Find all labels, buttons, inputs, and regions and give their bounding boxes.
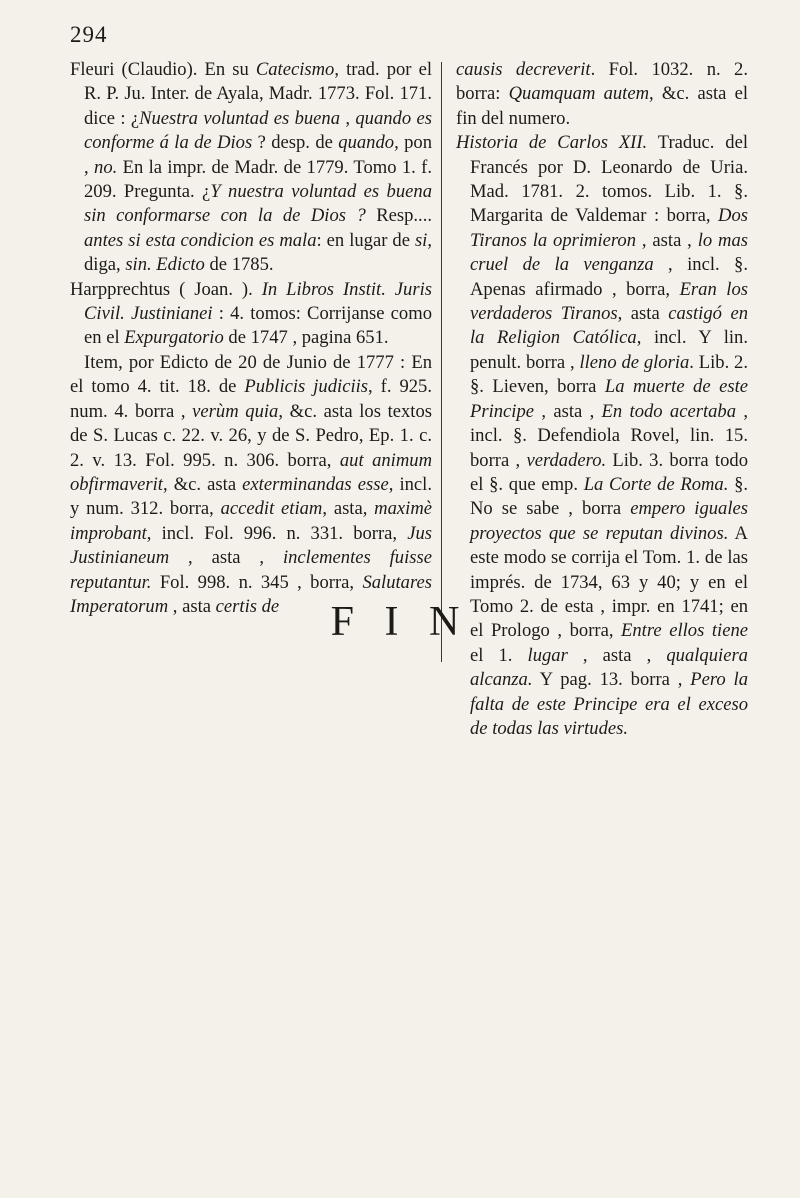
italic-text: causis decreverit bbox=[456, 59, 591, 80]
italic-text: lleno de gloria bbox=[579, 351, 690, 373]
text-run: Fleuri (Claudio). En su bbox=[70, 59, 256, 80]
italic-text: Pero la falta de este Principe era el exceso de todas las virtudes. bbox=[470, 669, 748, 739]
italic-text: aut animum obfirmaverit bbox=[70, 449, 432, 495]
italic-text: Quamquam autem bbox=[508, 83, 650, 105]
text-run: Traduc. del Francés por D. Leonardo de Uria. Mad. 1781. 2. tomos. Lib. 1. §. Margarita de Valdemar : borra, bbox=[470, 132, 749, 227]
text-run: Item, por Edicto de 20 de Junio de 1777 : En el tomo 4. tit. 18. de bbox=[70, 351, 432, 398]
italic-text: no. bbox=[94, 156, 118, 178]
text-run: , incl. y num. 312. borra, bbox=[70, 473, 432, 520]
text-run: Harpprechtus ( Joan. ). bbox=[70, 278, 262, 300]
italic-text: In Libros Instit. Juris Civil. Justinianei bbox=[84, 278, 432, 325]
left-column-paragraph bbox=[70, 351, 432, 619]
italic-text: Publicis judiciis bbox=[244, 376, 369, 398]
text-run: , asta , bbox=[636, 229, 698, 251]
italic-text: certis de bbox=[215, 595, 280, 617]
italic-text: sin. Edicto bbox=[125, 254, 205, 276]
italic-text: qualquiera alcanza. bbox=[470, 644, 748, 691]
text-run: Fol. 998. n. 345 , borra, bbox=[151, 571, 363, 593]
text-run: , asta bbox=[617, 303, 669, 325]
text-run: : 4. tomos: Corrijanse como en el bbox=[84, 303, 432, 349]
italic-text: empero iguales proyectos que se reputan divinos. bbox=[470, 498, 749, 544]
italic-text: lo mas cruel de la venganza bbox=[470, 229, 748, 276]
text-run: , &c. asta los textos de S. Lucas c. 22. v. 26, y de S. Pedro, Ep. 1. c. 2. v. 13. Fol. 995. n. 306. borra, bbox=[70, 400, 432, 471]
text-run: Resp.... bbox=[365, 205, 432, 227]
right-column-paragraph bbox=[456, 131, 748, 741]
italic-text: accedit etiam bbox=[220, 498, 323, 520]
text-run: ? desp. de bbox=[252, 132, 339, 154]
text-run: pon , bbox=[84, 132, 432, 178]
italic-text: antes si esta condicion es mala bbox=[84, 229, 317, 251]
left-column-paragraph bbox=[70, 58, 432, 278]
text-run: Lib. 3. borra todo el §. que emp. bbox=[470, 449, 748, 495]
text-run: Y pag. 13. borra , bbox=[532, 669, 691, 691]
left-column bbox=[70, 58, 432, 619]
italic-text: verùm quia bbox=[192, 400, 279, 422]
italic-text: quando, bbox=[338, 132, 399, 154]
text-run: , incl. §. Apenas afirmado , borra, bbox=[470, 254, 748, 300]
text-run: , incl. Y lin. penult. borra , bbox=[470, 327, 748, 373]
italic-text: maximè improbant bbox=[70, 498, 432, 544]
italic-text: inclementes fuisse reputantur. bbox=[70, 547, 432, 593]
text-run: el 1. bbox=[470, 644, 528, 666]
italic-text: Dos Tiranos la oprimieron bbox=[470, 205, 748, 251]
italic-text: lugar bbox=[527, 644, 568, 666]
fin-heading: F I N bbox=[330, 599, 470, 645]
italic-text: En todo acertaba bbox=[601, 400, 737, 422]
page-number: 294 bbox=[70, 22, 108, 47]
text-run: , &c. asta bbox=[162, 473, 243, 495]
italic-text: Y nuestra voluntad es buena sin conformarse con la de Dios ? bbox=[84, 181, 432, 227]
italic-text: Catecismo bbox=[255, 59, 335, 80]
italic-text: Jus Justinianeum bbox=[70, 522, 432, 569]
text-run: : en lugar de bbox=[316, 229, 415, 251]
text-run: En la impr. de Madr. de 1779. Tomo 1. f. 209. Pregunta. ¿ bbox=[84, 156, 433, 203]
text-run: de 1785. bbox=[204, 254, 274, 276]
text-run: , incl. §. Defendiola Rovel, lin. 15. borra , bbox=[470, 400, 748, 471]
text-run: A este modo se corrija el Tom. 1. de las imprés. de 1734, 63 y 40; y en el Tomo 2. de esta , impr. en 1741; en el Prologo , borra, bbox=[470, 522, 748, 642]
italic-text: La Corte de Roma. bbox=[583, 473, 729, 495]
text-run: , asta, bbox=[322, 498, 375, 520]
text-run: de 1747 , pagina 651. bbox=[223, 327, 389, 349]
text-run: . Fol. 1032. n. 2. borra: bbox=[456, 59, 748, 105]
text-run: . Lib. 2. §. Lieven, borra bbox=[470, 351, 748, 398]
right-column-paragraph bbox=[456, 58, 748, 131]
italic-text: Expurgatorio bbox=[124, 327, 224, 349]
text-run: , &c. asta el fin del numero. bbox=[456, 83, 748, 129]
text-run: , asta , bbox=[534, 400, 602, 422]
text-run: , diga, bbox=[84, 229, 432, 276]
italic-text: exterminandas esse bbox=[242, 473, 389, 495]
italic-text: castigó en la Religion Católica bbox=[470, 303, 749, 349]
italic-text: si bbox=[414, 229, 428, 251]
italic-text: Entre ellos tiene bbox=[621, 620, 748, 642]
left-column-paragraph bbox=[70, 278, 432, 351]
italic-text: La muerte de este Principe bbox=[470, 376, 748, 422]
text-run: §. No se sabe , borra bbox=[470, 473, 749, 520]
column-divider bbox=[441, 62, 442, 662]
text-run: , f. 925. num. 4. borra , bbox=[70, 376, 432, 422]
text-run: , incl. Fol. 996. n. 331. borra, bbox=[146, 522, 408, 544]
italic-text: Eran los verdaderos Tiranos bbox=[470, 278, 748, 325]
italic-text: Salutares Imperatorum bbox=[70, 571, 432, 617]
text-run: , trad. por el R. P. Ju. Inter. de Ayala, Madr. 1773. Fol. 171. dice : ¿ bbox=[84, 59, 432, 129]
italic-text: Historia de Carlos XII. bbox=[456, 132, 648, 154]
text-run: , asta bbox=[168, 595, 216, 617]
italic-text: verdadero. bbox=[526, 449, 607, 471]
text-run: , asta , bbox=[567, 644, 667, 666]
italic-text: Nuestra voluntad es buena , quando es conforme á la de Dios bbox=[84, 107, 432, 154]
text-run: , asta , bbox=[169, 547, 283, 569]
